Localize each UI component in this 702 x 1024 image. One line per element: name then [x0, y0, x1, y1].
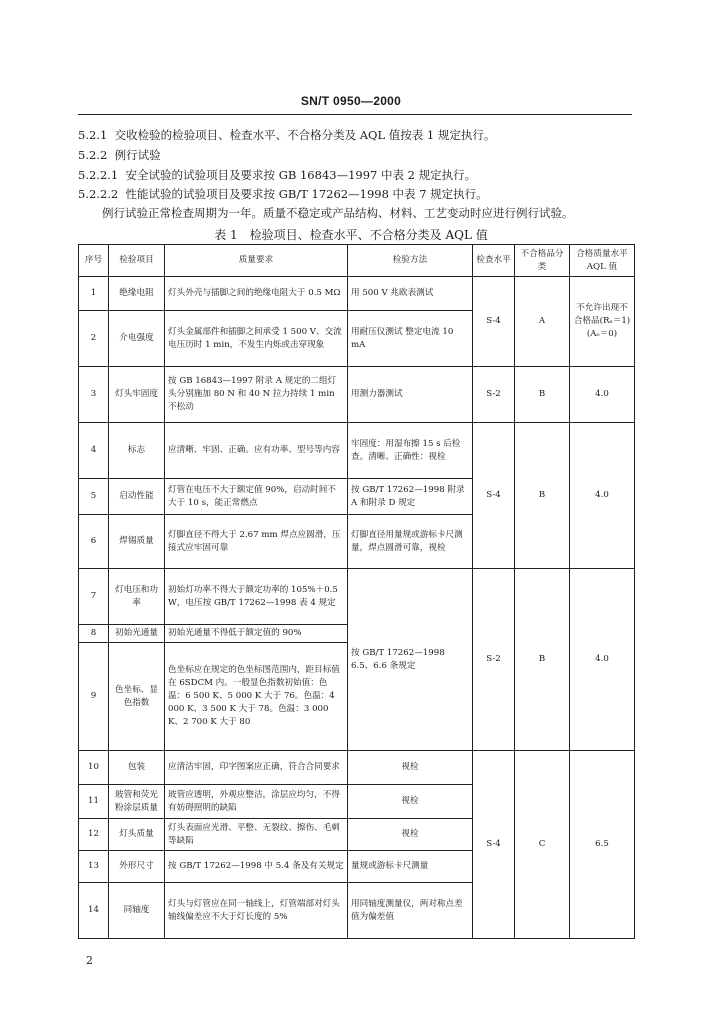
group-aql: 不允许出现不合格品(Rₑ＝1)(Aₒ＝0)	[570, 277, 635, 367]
row-method: 视检	[348, 819, 473, 851]
clause-number: 5.2.2.2	[78, 187, 119, 201]
row-method: 用 500 V 兆欧表测试	[348, 277, 473, 311]
row-no: 8	[79, 625, 109, 643]
group-aql: 4.0	[570, 569, 635, 751]
row-requirement: 灯管在电压不大于额定值 90%，启动时间不大于 10 s，能正常燃点	[165, 479, 348, 515]
table-row	[79, 367, 635, 423]
inspection-table	[78, 244, 635, 939]
row-item: 灯头牢固度	[109, 367, 165, 423]
row-item: 色坐标、显色指数	[109, 643, 165, 751]
row-item: 同轴度	[109, 883, 165, 939]
clause-text: 例行试验	[114, 148, 161, 162]
row-no: 1	[79, 277, 109, 311]
row-method-shared: 按 GB/T 17262—1998 6.5、6.6 条规定	[348, 569, 473, 751]
page-number: 2	[86, 954, 93, 967]
table-header-row	[79, 245, 635, 277]
row-requirement: 色坐标应在规定的色坐标图范围内，距目标值在 6SDCM 内。一般显色指数初始值：色温：6 500 K、5 000 K 大于 76。色温：4 000 K、3 500 K 大于 78。色温：3 000 K、2 700 K 大于 80	[165, 643, 348, 751]
row-no: 6	[79, 515, 109, 569]
row-no: 10	[79, 751, 109, 785]
row-requirement: 初始光通量不得低于额定值的 90%	[165, 625, 348, 643]
row-no: 7	[79, 569, 109, 625]
row-requirement: 玻管应透明，外观应整洁，涂层应均匀，不得有妨碍照明的缺陷	[165, 785, 348, 819]
paragraph-routine-cycle	[102, 206, 574, 220]
table-row	[79, 423, 635, 479]
row-method: 用耐压仪测试 整定电流 10 mA	[348, 311, 473, 367]
row-method: 视检	[348, 785, 473, 819]
group-class: B	[515, 423, 570, 569]
row-item: 标志	[109, 423, 165, 479]
row-method: 牢固度：用湿布擦 15 s 后检查。清晰、正确性：视检	[348, 423, 473, 479]
header-item: 检验项目	[109, 245, 165, 277]
row-no: 11	[79, 785, 109, 819]
group-class: B	[515, 367, 570, 423]
group-level: S-4	[473, 277, 515, 367]
row-method: 按 GB/T 17262—1998 附录 A 和附录 D 规定	[348, 479, 473, 515]
table-caption: 表 1 检验项目、检查水平、不合格分类及 AQL 值	[214, 228, 488, 242]
group-level: S-4	[473, 751, 515, 939]
clause-number: 5.2.1	[78, 128, 108, 142]
group-class: C	[515, 751, 570, 939]
clause-text: 性能试验的试验项目及要求按 GB/T 17262—1998 中表 7 规定执行。	[125, 187, 488, 201]
row-method: 灯脚直径用量规或游标卡尺测量，焊点圆滑可靠，视检	[348, 515, 473, 569]
row-no: 14	[79, 883, 109, 939]
row-item: 初始光通量	[109, 625, 165, 643]
row-method: 用同轴度测量仪，两对称点差值为偏差值	[348, 883, 473, 939]
table-row	[79, 569, 635, 625]
header-inspection-level: 检查水平	[473, 245, 515, 277]
group-aql: 4.0	[570, 367, 635, 423]
row-item: 灯头质量	[109, 819, 165, 851]
row-requirement: 应清晰、牢固、正确。应有功率、型号等内容	[165, 423, 348, 479]
table-row	[79, 751, 635, 785]
header-rule	[78, 114, 632, 115]
row-no: 9	[79, 643, 109, 751]
row-method: 用测力器测试	[348, 367, 473, 423]
row-item: 启动性能	[109, 479, 165, 515]
row-requirement: 灯头外壳与插脚之间的绝缘电阻大于 0.5 MΩ	[165, 277, 348, 311]
header-requirement: 质量要求	[165, 245, 348, 277]
header-aql: 合格质量水平 AQL 值	[570, 245, 635, 277]
paragraph-5-2-1	[78, 128, 495, 142]
row-item: 焊锡质量	[109, 515, 165, 569]
row-requirement: 灯头与灯管应在同一轴线上，灯管端部对灯头轴线偏差应不大于灯长度的 5%	[165, 883, 348, 939]
group-class: A	[515, 277, 570, 367]
row-requirement: 灯头金属部件和插脚之间承受 1 500 V、交流电压历时 1 min，不发生内烁或击穿现象	[165, 311, 348, 367]
clause-text: 交收检验的检验项目、检查水平、不合格分类及 AQL 值按表 1 规定执行。	[114, 128, 496, 142]
row-no: 2	[79, 311, 109, 367]
clause-number: 5.2.2.1	[78, 168, 119, 182]
row-method: 视检	[348, 751, 473, 785]
paragraph-5-2-2	[78, 148, 161, 162]
clause-number: 5.2.2	[78, 148, 108, 162]
row-requirement: 按 GB 16843—1997 附录 A 规定的二组灯头分别施加 80 N 和 40 N 拉力持续 1 min 不松动	[165, 367, 348, 423]
row-item: 灯电压和功率	[109, 569, 165, 625]
row-item: 包装	[109, 751, 165, 785]
table-row	[79, 277, 635, 311]
group-aql: 6.5	[570, 751, 635, 939]
clause-text: 例行试验正常检查周期为一年。质量不稳定或产品结构、材料、工艺变动时应进行例行试验。	[102, 206, 574, 220]
row-no: 3	[79, 367, 109, 423]
group-level: S-4	[473, 423, 515, 569]
group-class: B	[515, 569, 570, 751]
row-requirement: 灯头表面应光滑、平整、无裂纹、擦伤、毛刺等缺陷	[165, 819, 348, 851]
paragraph-5-2-2-2	[78, 187, 488, 201]
row-no: 5	[79, 479, 109, 515]
paragraph-5-2-2-1	[78, 168, 476, 182]
row-requirement: 灯脚直径不得大于 2.67 mm 焊点应圆滑，压接式应牢固可靠	[165, 515, 348, 569]
group-aql: 4.0	[570, 423, 635, 569]
row-item: 外形尺寸	[109, 851, 165, 883]
row-method: 量规或游标卡尺测量	[348, 851, 473, 883]
row-item: 介电强度	[109, 311, 165, 367]
row-requirement: 初始灯功率不得大于额定功率的 105%＋0.5 W，电压按 GB/T 17262—1998 表 4 规定	[165, 569, 348, 625]
row-no: 12	[79, 819, 109, 851]
row-requirement: 按 GB/T 17262—1998 中 5.4 条及有关规定	[165, 851, 348, 883]
header-method: 检验方法	[348, 245, 473, 277]
standard-code-header: SN/T 0950—2000	[300, 94, 402, 108]
row-requirement: 应清洁牢固，印字图案应正确，符合合同要求	[165, 751, 348, 785]
header-no: 序号	[79, 245, 109, 277]
group-level: S-2	[473, 367, 515, 423]
header-nonconformity-class: 不合格品分类	[515, 245, 570, 277]
row-no: 4	[79, 423, 109, 479]
row-item: 绝缘电阻	[109, 277, 165, 311]
row-item: 玻管和荧光粉涂层质量	[109, 785, 165, 819]
clause-text: 安全试验的试验项目及要求按 GB 16843—1997 中表 2 规定执行。	[125, 168, 477, 182]
group-level: S-2	[473, 569, 515, 751]
row-no: 13	[79, 851, 109, 883]
